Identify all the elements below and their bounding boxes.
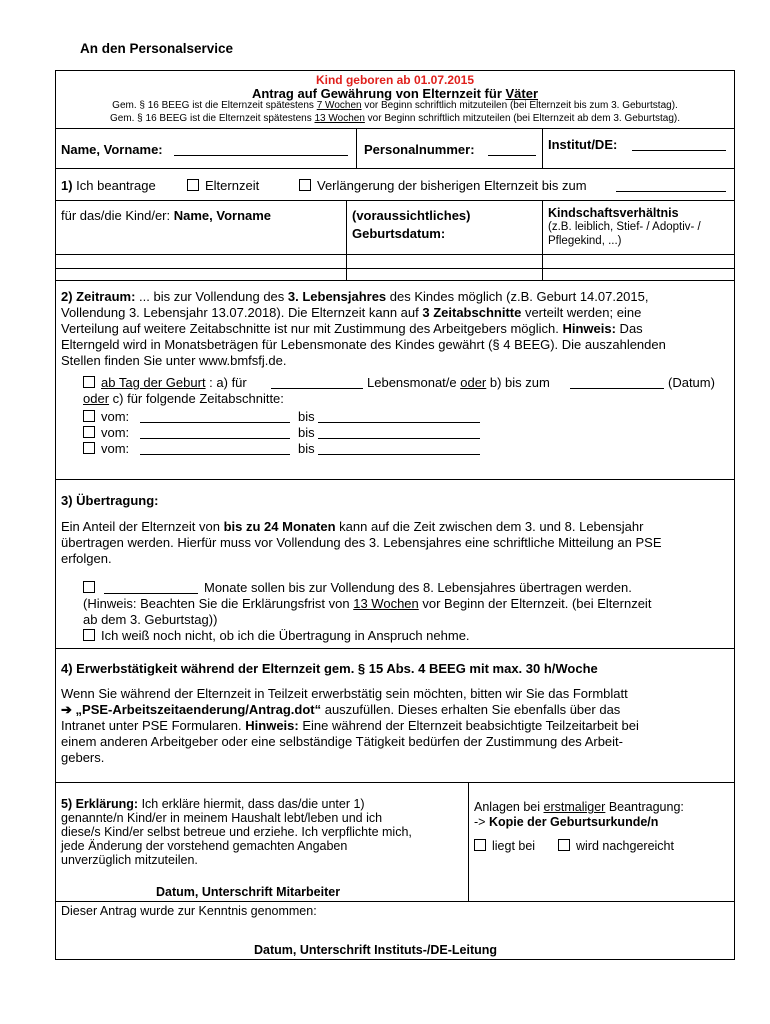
form-title: Antrag auf Gewährung von Elternzeit für Väter [251, 86, 539, 101]
checkbox-period-2[interactable] [83, 426, 95, 438]
section-3-transfer [56, 479, 734, 648]
personal-data-row [56, 128, 734, 168]
section-4-line-1: Wenn Sie während der Elternzeit in Teilzeit erwerbstätig sein möchten, bitten wir Sie das Formblatt [61, 686, 628, 701]
option-attached[interactable]: liegt bei [474, 838, 535, 854]
relationship-hint-1: (z.B. leiblich, Stief- / Adoptiv- / [548, 221, 701, 233]
period-2-to[interactable] [318, 438, 480, 439]
arrow-icon: ➔ [61, 702, 72, 717]
acknowledgement-block [56, 901, 734, 959]
name-field[interactable] [174, 155, 348, 156]
children-name-header: für das/die Kind/er: Name, Vorname [61, 208, 272, 223]
declaration-line-5: unverzüglich mitzuteilen. [61, 853, 198, 867]
section-1-request [56, 168, 734, 200]
deadline-note-2: Gem. § 16 BEEG ist die Elternzeit spätestens 13 Wochen vor Beginn schriftlich mitzuteilen (bei Elternzeit ab dem 3. Geburtstag). [109, 113, 681, 124]
checkbox-verlaengerung[interactable] [299, 179, 311, 191]
birthdate-header-2: Geburtsdatum: [352, 226, 446, 241]
option-verlaengerung[interactable]: Verlängerung der bisherigen Elternzeit bis zum [299, 178, 587, 194]
period-3-from[interactable] [140, 454, 290, 455]
section-3-line-3: erfolgen. [61, 551, 112, 566]
checkbox-from-birth[interactable] [83, 376, 95, 388]
birthdate-header-1: (voraussichtliches) [352, 208, 471, 223]
form-title-block [56, 71, 734, 128]
section-1-intro: 1) Ich beantrage [61, 178, 156, 193]
children-header-row [56, 200, 734, 254]
verlaengerung-date-field[interactable] [616, 191, 726, 192]
section-4-line-4: einem anderen Arbeitgeber oder eine selbständige Tätigkeit bedürfen der Zustimmung des Arbeit- [61, 734, 623, 749]
relationship-hint-2: Pflegekind, ...) [548, 235, 622, 247]
period-bis: bis [298, 409, 315, 424]
declaration-line-3: diese/s Kind/er selbst betreue und erziehe. Ich verpflichte mich, [61, 825, 412, 839]
datum-label: (Datum) [668, 375, 715, 390]
head-signature-label: Datum, Unterschrift Instituts-/DE-Leitung [254, 943, 498, 957]
employee-signature-label: Datum, Unterschrift Mitarbeiter [156, 885, 341, 899]
option-elternzeit[interactable]: Elternzeit [187, 178, 259, 194]
relationship-header: Kindschaftsverhältnis [548, 206, 679, 220]
deadline-note-1: Gem. § 16 BEEG ist die Elternzeit spätestens 7 Wochen vor Beginn schriftlich mitzuteilen (bei Elternzeit bis zum 3. Geburtstag). [112, 100, 678, 111]
personalnummer-field[interactable] [488, 155, 536, 156]
period-row[interactable]: vom: [83, 409, 129, 425]
transfer-hint-2: ab dem 3. Geburtstag)) [83, 612, 218, 627]
acknowledgement-note: Dieser Antrag wurde zur Kenntnis genommen: [61, 904, 317, 918]
option-periods: oder c) für folgende Zeitabschnitte: [83, 391, 284, 406]
transfer-hint-1: (Hinweis: Beachten Sie die Erklärungsfrist von 13 Wochen vor Beginn der Elternzeit. (bei Elternzeit [83, 596, 652, 611]
application-form [55, 70, 735, 960]
option-submitted-later[interactable]: wird nachgereicht [558, 838, 674, 854]
recipient-address: An den Personalservice [80, 41, 234, 56]
section-2-line-4: Elterngeld wird in Monatsbeträgen für Lebensmonate des Kindes gewährt (§ 4 BEEG). Die auszahlenden [61, 337, 666, 352]
declaration-line-2: genannte/n Kind/er in meinem Haushalt lebt/leben und ich [61, 811, 383, 825]
section-4-employment [56, 648, 734, 782]
option-undecided[interactable]: Ich weiß noch nicht, ob ich die Übertragung in Anspruch nehme. [83, 628, 470, 644]
section-3-heading: 3) Übertragung: [61, 493, 159, 508]
children-data-row[interactable] [56, 254, 734, 268]
name-label: Name, Vorname: [61, 142, 163, 157]
institut-field[interactable] [632, 150, 726, 151]
children-data-row[interactable] [56, 268, 734, 280]
option-transfer-months[interactable] [83, 580, 101, 596]
checkbox-transfer-months[interactable] [83, 581, 95, 593]
transfer-months-text: Monate sollen bis zur Vollendung des 8. Lebensjahres übertragen werden. [204, 580, 632, 595]
birth-date-note: Kind geboren ab 01.07.2015 [315, 73, 475, 87]
section-3-line-2: übertragen werden. Hierfür muss vor Vollendung des 3. Lebensjahres eine schriftliche Mitteilung an PSE [61, 535, 662, 550]
months-field[interactable] [271, 388, 363, 389]
section-4-line-2: ➔ „PSE-Arbeitszeitaenderung/Antrag.dot“ auszufüllen. Dieses erhalten Sie ebenfalls über das [61, 702, 621, 717]
section-2-period [56, 280, 734, 479]
period-3-to[interactable] [318, 454, 480, 455]
period-bis: bis [298, 425, 315, 440]
checkbox-submitted-later[interactable] [558, 839, 570, 851]
period-1-to[interactable] [318, 422, 480, 423]
transfer-months-field[interactable] [104, 593, 198, 594]
section-4-line-5: gebers. [61, 750, 105, 765]
section-5-declaration [56, 782, 734, 901]
checkbox-period-3[interactable] [83, 442, 95, 454]
months-until-text: Lebensmonat/e oder b) bis zum [367, 375, 550, 390]
declaration-line-4: jede Änderung der vorstehend gemachten Angaben [61, 839, 348, 853]
section-2-line-1: 2) Zeitraum: ... bis zur Vollendung des 3. Lebensjahres des Kindes möglich (z.B. Geburt 14.07.2015, [61, 289, 649, 304]
checkbox-elternzeit[interactable] [187, 179, 199, 191]
section-4-line-3: Intranet unter PSE Formularen. Hinweis: Eine während der Elternzeit beabsichtigte Teilzeitarbeit bei [61, 718, 639, 733]
attachments-line-2: -> Kopie der Geburtsurkunde/n [474, 815, 659, 829]
period-1-from[interactable] [140, 422, 290, 423]
section-4-heading: 4) Erwerbstätigkeit während der Elternzeit gem. § 15 Abs. 4 BEEG mit max. 30 h/Woche [61, 661, 598, 676]
period-row[interactable]: vom: [83, 441, 129, 457]
section-2-line-2: Vollendung 3. Lebensjahr 13.07.2018). Die Elternzeit kann auf 3 Zeitabschnitte verteilt werden; eine [61, 305, 642, 320]
checkbox-attached[interactable] [474, 839, 486, 851]
section-3-line-1: Ein Anteil der Elternzeit von bis zu 24 Monaten kann auf die Zeit zwischen dem 3. und 8. Lebensjahr [61, 519, 644, 534]
institut-label: Institut/DE: [548, 137, 618, 152]
attachments-line-1: Anlagen bei erstmaliger Beantragung: [474, 800, 684, 814]
section-2-line-5: Stellen finden Sie unter www.bmfsfj.de. [61, 353, 287, 368]
declaration-line-1: 5) Erklärung: Ich erkläre hiermit, dass das/die unter 1) [61, 797, 365, 811]
until-date-field[interactable] [570, 388, 664, 389]
personalnummer-label: Personalnummer: [364, 142, 475, 157]
checkbox-period-1[interactable] [83, 410, 95, 422]
period-bis: bis [298, 441, 315, 456]
period-row[interactable]: vom: [83, 425, 129, 441]
option-from-birth[interactable]: ab Tag der Geburt : a) für [83, 375, 247, 391]
section-2-line-3: Verteilung auf weitere Zeitabschnitte ist nur mit Zustimmung des Arbeitgebers möglich. Hinweis: Das [61, 321, 643, 336]
period-2-from[interactable] [140, 438, 290, 439]
checkbox-undecided[interactable] [83, 629, 95, 641]
